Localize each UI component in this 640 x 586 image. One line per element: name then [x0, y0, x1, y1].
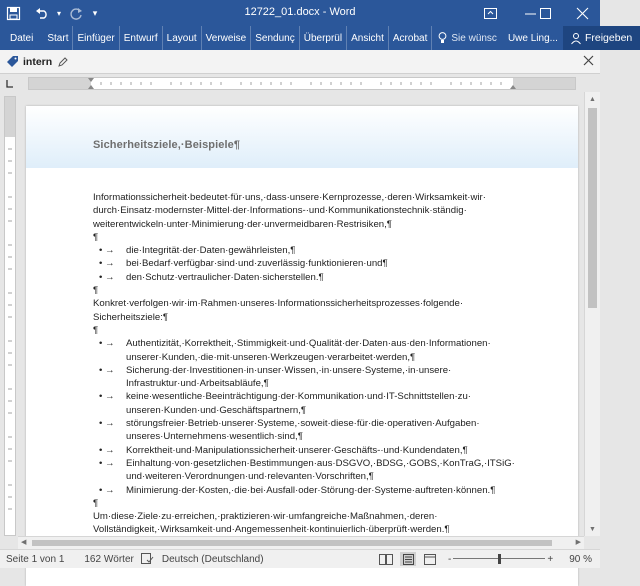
page-header: [26, 106, 578, 168]
tab-datei[interactable]: Datei: [10, 32, 34, 44]
redo-icon[interactable]: [66, 4, 86, 22]
tab-acrobat[interactable]: Acrobat: [389, 26, 432, 50]
list-item[interactable]: [93, 364, 538, 377]
bullet-marker: • →: [99, 271, 115, 283]
page-count[interactable]: Seite 1 von 1: [6, 553, 65, 565]
bullet-marker: [93, 430, 126, 443]
scroll-up-icon[interactable]: ▲: [589, 95, 596, 103]
scroll-left-icon[interactable]: ◀: [21, 539, 27, 546]
bullet-marker: • →: [99, 338, 115, 350]
list-item[interactable]: [93, 377, 538, 390]
list-item-text[interactable]: bei·Bedarf·verfügbar·sind·und·zuverlässig·funktionieren·und¶: [126, 258, 388, 270]
horizontal-scroll-thumb[interactable]: [32, 540, 552, 546]
list-item[interactable]: [93, 257, 538, 270]
vertical-scrollbar[interactable]: [584, 92, 600, 536]
ruler-ticks: [29, 78, 575, 89]
tab-view[interactable]: Ansicht: [347, 26, 389, 50]
paragraph-line[interactable]: durch·Einsatz·modernster·Mittel·der·Informations-·und·Kommunikationstechnik·ständig·: [93, 205, 467, 217]
sensitivity-label[interactable]: intern: [23, 55, 53, 68]
tag-icon: [6, 55, 19, 68]
list-item[interactable]: [93, 404, 538, 417]
document-page[interactable]: [26, 106, 578, 586]
bullet-marker: [93, 351, 126, 364]
list-item[interactable]: [93, 271, 538, 284]
list-item-text[interactable]: Einhaltung·von·gesetzlichen·Bestimmungen·aus·DSGVO,·BDSG,·GOBS,·KonTraG,·ITSiG·: [126, 457, 515, 469]
list-item[interactable]: [93, 444, 538, 457]
list-item-text[interactable]: Minimierung·der·Kosten,·die·bei·Ausfall·oder·Störung·der·Systeme·auftreten·können.¶: [126, 484, 496, 496]
list-item[interactable]: [93, 337, 538, 350]
list-item-text[interactable]: die·Integrität·der·Daten·gewährleisten,¶: [126, 245, 296, 257]
tab-selector[interactable]: [0, 75, 18, 92]
list-item-text[interactable]: unserer·Kunden,·die·mit·unseren·Werkzeugen·verarbeitet·werden,¶: [126, 351, 416, 363]
scroll-right-icon[interactable]: ▶: [575, 539, 581, 546]
bullet-marker: • →: [99, 245, 115, 257]
list-item-text[interactable]: und·weiteren·Verordnungen·und·relevanten·Vorschriften,¶: [126, 471, 374, 483]
bullet-marker: [93, 377, 126, 390]
paragraph-line[interactable]: Konkret·verfolgen·wir·im·Rahmen·unseres·Informationssicherheitsprozesses·folgende·: [93, 298, 464, 310]
read-mode-icon[interactable]: [378, 552, 394, 566]
tab-mailings[interactable]: Sendunç: [251, 26, 299, 50]
chevron-down-icon[interactable]: ▾: [56, 8, 61, 18]
sensitivity-label-bar: [0, 50, 600, 74]
list-item[interactable]: [93, 351, 538, 364]
tab-design[interactable]: Entwurf: [120, 26, 163, 50]
language-indicator[interactable]: Deutsch (Deutschland): [161, 553, 264, 565]
paragraph-line[interactable]: weiterentwickeln·unter·Minimierung·der·unvermeidbaren·Restrisiken,¶: [93, 218, 392, 230]
print-layout-icon[interactable]: [400, 552, 416, 566]
title-bar: [0, 0, 600, 26]
vertical-ruler-ticks: [5, 97, 15, 535]
zoom-in-button[interactable]: +: [547, 553, 554, 565]
tell-me-search[interactable]: [432, 32, 503, 44]
bullet-marker: • →: [99, 418, 115, 430]
tab-start[interactable]: Start: [43, 26, 73, 50]
share-label: Freigeben: [584, 32, 633, 44]
zoom-out-button[interactable]: -: [448, 553, 452, 565]
bullet-marker: [93, 470, 126, 483]
paragraph-line[interactable]: ¶: [93, 497, 99, 509]
status-bar: [0, 549, 600, 568]
person-icon: [571, 33, 581, 44]
horizontal-ruler[interactable]: [28, 77, 576, 90]
bullet-marker: • →: [99, 484, 115, 496]
tab-layout[interactable]: Layout: [163, 26, 202, 50]
list-item-text[interactable]: Authentizität,·Korrektheit,·Stimmigkeit·und·Qualität·der·Daten·aus·den·Informationen·: [126, 338, 491, 350]
list-item-text[interactable]: Sicherung·der·Investitionen·in·unser·Wissen,·in·unsere·Systeme,·in·unsere·: [126, 364, 452, 376]
scroll-down-icon[interactable]: ▼: [589, 525, 596, 533]
list-item-text[interactable]: unseres·Unternehmens·wesentlich·sind,¶: [126, 431, 303, 443]
horizontal-scrollbar[interactable]: [18, 536, 584, 549]
list-item-text[interactable]: Infrastruktur·und·Arbeitsabläufe,¶: [126, 378, 269, 390]
paragraph-line[interactable]: Um·diese·Ziele·zu·erreichen,·praktizieren·wir·umfangreiche·Maßnahmen,·deren·: [93, 511, 438, 523]
close-icon[interactable]: [562, 0, 602, 26]
list-item-text[interactable]: unseren·Kunden·und·Geschäftspartnern,¶: [126, 404, 307, 416]
list-item[interactable]: [93, 244, 538, 257]
paragraph-line[interactable]: ¶: [93, 324, 99, 336]
document-body[interactable]: [93, 191, 538, 537]
share-button[interactable]: [563, 26, 640, 50]
paragraph-line[interactable]: ¶: [93, 231, 99, 243]
close-label-bar-icon[interactable]: [584, 56, 593, 65]
lightbulb-icon: [438, 32, 447, 44]
paragraph-line[interactable]: Sicherheitsziele:¶: [93, 311, 169, 323]
ribbon-display-options-icon[interactable]: [470, 0, 510, 26]
list-item[interactable]: [93, 390, 538, 403]
list-item[interactable]: [93, 457, 538, 470]
list-item[interactable]: [93, 417, 538, 430]
zoom-level[interactable]: 90 %: [569, 553, 592, 565]
tab-references[interactable]: Verweise: [202, 26, 252, 50]
word-count[interactable]: 162 Wörter: [84, 553, 134, 565]
tell-me-label: Sie wünsc: [451, 32, 497, 44]
document-area[interactable]: [18, 92, 584, 536]
list-item[interactable]: [93, 484, 538, 497]
customize-quick-access-icon[interactable]: ▾: [92, 7, 98, 18]
tab-review[interactable]: Überprül: [300, 26, 347, 50]
zoom-slider[interactable]: [453, 554, 545, 564]
vertical-ruler[interactable]: [4, 96, 16, 536]
save-icon[interactable]: [4, 4, 22, 22]
list-item-text[interactable]: Korrektheit·und·Manipulationssicherheit·unserer·Geschäfts-·und·Kundendaten,¶: [126, 444, 468, 456]
bullet-marker: • →: [99, 364, 115, 376]
document-heading[interactable]: Sicherheitsziele,·Beispiele¶: [93, 139, 241, 151]
list-item-text[interactable]: den·Schutz·vertraulicher·Daten·sicherstellen.¶: [126, 271, 324, 283]
list-item-text[interactable]: keine·wesentliche·Beeinträchtigung·der·Kommunikation·und·IT-Schnittstellen·zu·: [126, 391, 472, 403]
bullet-marker: • →: [99, 457, 115, 469]
paragraph-line[interactable]: Informationssicherheit·bedeutet·für·uns,·dass·unsere·Kernprozesse,·deren·Wirksamkeit·wir·: [93, 192, 486, 203]
ribbon-tabs: [0, 26, 633, 50]
window-title: 12722_01.docx - Word: [244, 6, 356, 18]
undo-icon[interactable]: [32, 4, 52, 22]
bullet-marker: • →: [99, 391, 115, 403]
bullet-marker: • →: [99, 444, 115, 456]
list-item-text[interactable]: störungsfreier·Betrieb·unserer·Systeme,·soweit·diese·für·die·operativen·Aufgaben·: [126, 418, 480, 430]
paragraph-line[interactable]: ¶: [93, 285, 99, 297]
user-account[interactable]: Uwe Ling...: [507, 32, 558, 44]
proofing-icon[interactable]: [140, 552, 156, 566]
bullet-marker: [93, 404, 126, 417]
tab-insert[interactable]: Einfüger: [73, 26, 119, 50]
pencil-icon[interactable]: [58, 57, 68, 67]
maximize-icon[interactable]: [525, 0, 565, 26]
list-item[interactable]: [93, 430, 538, 443]
paragraph-line[interactable]: Vollständigkeit,·Wirksamkeit·und·Angemessenheit·kontinuierlich·überprüft·werden.¶: [93, 524, 450, 536]
bullet-marker: • →: [99, 258, 115, 270]
vertical-scroll-thumb[interactable]: [588, 108, 597, 308]
web-layout-icon[interactable]: [422, 552, 438, 566]
list-item[interactable]: [93, 470, 538, 483]
